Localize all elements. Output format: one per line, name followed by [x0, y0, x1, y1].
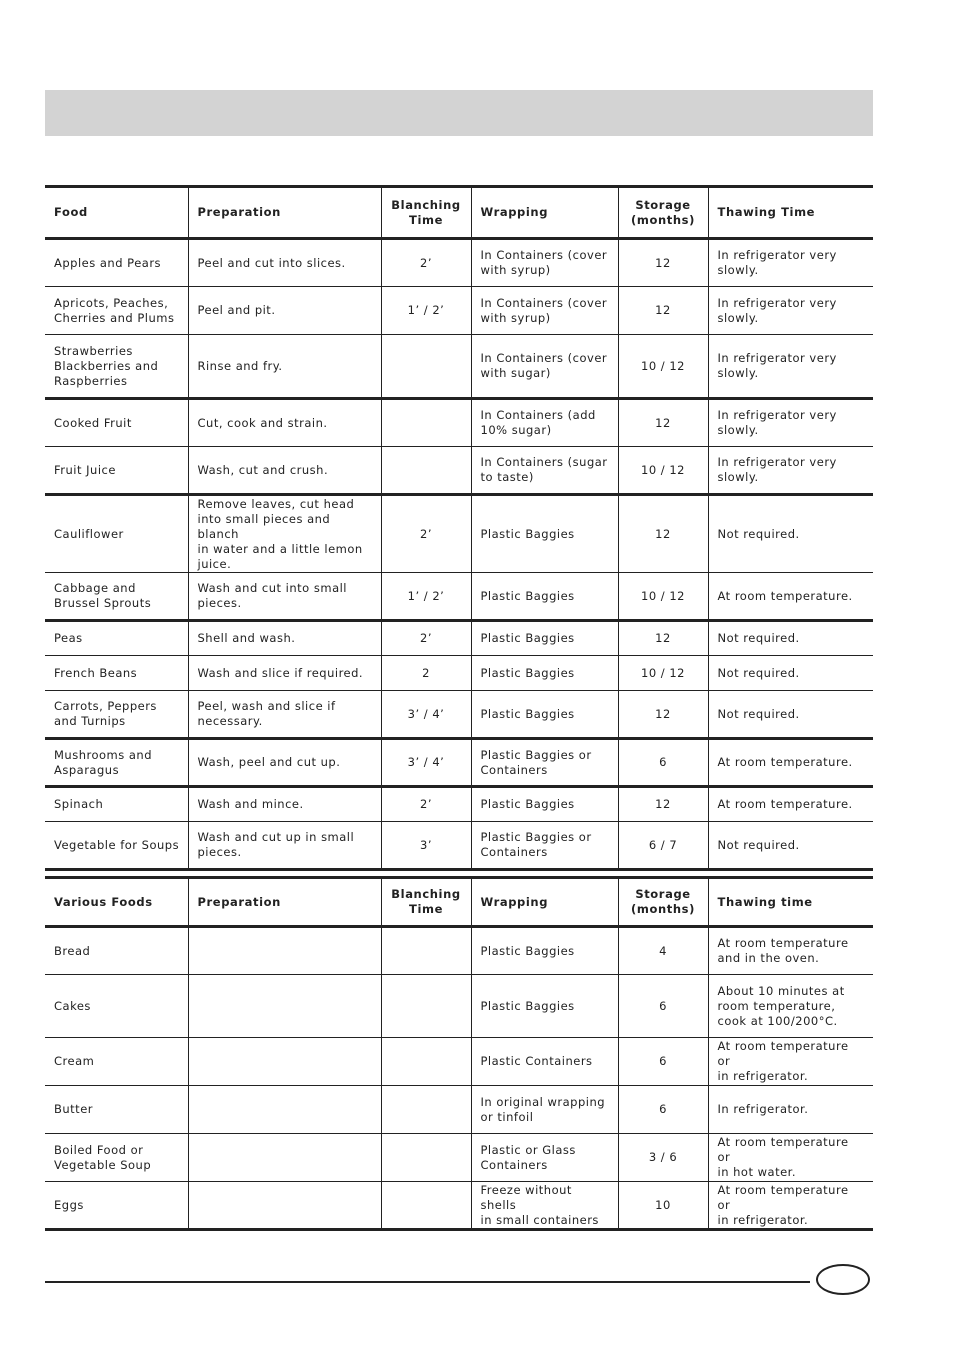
wrapping-cell-line: Plastic Baggies	[480, 998, 575, 1013]
preparation-cell-line: Cut, cook and strain.	[197, 415, 328, 430]
food-cell-line: Fruit Juice	[54, 462, 116, 477]
blanching-cell	[381, 1038, 471, 1086]
wrapping-cell-line: in small containers	[480, 1212, 599, 1227]
storage-cell	[618, 739, 708, 787]
food-cell-line: Blackberries and	[54, 358, 159, 373]
wrapping-cell	[471, 287, 618, 335]
preparation-cell	[188, 739, 381, 787]
food-cell	[45, 822, 188, 870]
thawing-cell	[708, 739, 873, 787]
table-row	[45, 287, 873, 335]
food-cell-line: Vegetable Soup	[54, 1157, 152, 1172]
blanching-cell-line: 2	[422, 665, 430, 680]
food-cell	[45, 573, 188, 621]
table-row	[45, 447, 873, 495]
food-cell-line: Butter	[54, 1102, 93, 1116]
thawing-cell	[708, 287, 873, 335]
storage-cell	[618, 691, 708, 739]
food-cell	[45, 691, 188, 739]
thawing-cell-line: and in the oven.	[717, 951, 820, 965]
storage-cell-line: 12	[655, 631, 671, 645]
preparation-cell	[188, 399, 381, 447]
preparation-cell	[188, 447, 381, 495]
food-cell-line: Vegetable for Soups	[54, 837, 180, 852]
preparation-cell-line: Wash, cut and crush.	[197, 462, 329, 477]
storage-cell	[618, 399, 708, 447]
food-cell-line: Bread	[54, 943, 91, 958]
header-thawing: Thawing time	[708, 878, 873, 927]
wrapping-cell-line: with sugar)	[480, 366, 551, 380]
wrapping-cell-line: Plastic Baggies	[480, 797, 575, 811]
storage-cell	[618, 335, 708, 399]
thawing-cell-line: At room temperature or	[717, 1039, 849, 1068]
wrapping-cell-line: In original wrapping	[480, 1094, 606, 1109]
wrapping-cell-line: Plastic Containers	[480, 1054, 593, 1068]
thawing-cell-line: At room temperature.	[717, 797, 853, 811]
food-cell	[45, 239, 188, 287]
storage-cell	[618, 1086, 708, 1134]
preparation-cell	[188, 1182, 381, 1230]
table-row	[45, 975, 873, 1038]
table-row	[45, 739, 873, 787]
storage-cell	[618, 822, 708, 870]
preparation-cell-line: into small pieces and blanch	[197, 511, 331, 541]
preparation-cell-line: Wash and mince.	[197, 797, 304, 811]
wrapping-cell	[471, 239, 618, 287]
table-header-row	[45, 187, 873, 239]
thawing-cell-line: Not required.	[717, 706, 800, 721]
preparation-cell-line: Wash, peel and cut up.	[197, 755, 341, 769]
food-cell-line: Cream	[54, 1054, 95, 1068]
wrapping-cell-line: with syrup)	[480, 310, 551, 325]
food-cell	[45, 495, 188, 573]
thawing-cell-line: In refrigerator very	[717, 295, 837, 310]
thawing-cell	[708, 927, 873, 975]
preparation-cell-line: Wash and cut up in small	[197, 830, 355, 844]
storage-cell-line: 6	[659, 1102, 667, 1116]
food-cell	[45, 621, 188, 656]
preparation-cell-line: Remove leaves, cut head	[197, 496, 355, 511]
header-blanching: Blanching Time	[381, 878, 471, 927]
wrapping-cell-line: In Containers (add	[480, 408, 596, 422]
table-row	[45, 335, 873, 399]
storage-cell-line: 10 / 12	[641, 588, 685, 603]
table-row	[45, 1182, 873, 1230]
wrapping-cell-line: or tinfoil	[480, 1109, 534, 1124]
storage-cell	[618, 975, 708, 1038]
preparation-cell-line: juice.	[197, 556, 232, 571]
storage-cell	[618, 1182, 708, 1230]
blanching-cell	[381, 399, 471, 447]
blanching-cell	[381, 691, 471, 739]
wrapping-cell	[471, 573, 618, 621]
header-storage: Storage (months)	[618, 187, 708, 239]
blanching-cell-line: 2’	[420, 255, 432, 270]
storage-cell-line: 6	[659, 1054, 667, 1068]
wrapping-cell-line: Plastic Baggies or	[480, 747, 592, 762]
food-cell-line: French Beans	[54, 665, 138, 680]
wrapping-cell-line: In Containers (cover	[480, 248, 608, 262]
wrapping-cell	[471, 656, 618, 691]
blanching-cell	[381, 573, 471, 621]
table-row	[45, 239, 873, 287]
food-cell	[45, 787, 188, 822]
footer-rule	[45, 1281, 810, 1283]
wrapping-cell	[471, 822, 618, 870]
wrapping-cell-line: Plastic Baggies	[480, 706, 575, 721]
thawing-cell-line: At room temperature	[717, 936, 849, 950]
preparation-cell	[188, 495, 381, 573]
wrapping-cell-line: Plastic Baggies	[480, 588, 575, 603]
blanching-cell	[381, 656, 471, 691]
page-number-oval	[816, 1264, 870, 1295]
preparation-cell	[188, 239, 381, 287]
storage-cell-line: 12	[655, 526, 671, 541]
food-cell-line: Cherries and Plums	[54, 310, 175, 325]
thawing-cell	[708, 1182, 873, 1230]
wrapping-cell	[471, 399, 618, 447]
thawing-cell-line: At room temperature.	[717, 755, 853, 769]
table-row	[45, 1134, 873, 1182]
wrapping-cell	[471, 1086, 618, 1134]
blanching-cell	[381, 1086, 471, 1134]
wrapping-cell-line: Plastic Baggies	[480, 526, 575, 541]
storage-cell-line: 10 / 12	[641, 665, 685, 680]
blanching-cell	[381, 975, 471, 1038]
blanching-cell-line: 3’	[420, 837, 432, 852]
thawing-cell-line: At room temperature.	[717, 588, 853, 603]
preparation-cell	[188, 1086, 381, 1134]
wrapping-cell-line: Plastic Baggies	[480, 631, 575, 645]
storage-cell	[618, 287, 708, 335]
thawing-cell	[708, 822, 873, 870]
wrapping-cell-line: Containers	[480, 845, 548, 859]
table-row	[45, 656, 873, 691]
storage-cell-line: 6	[659, 998, 667, 1013]
wrapping-cell-line: In Containers (cover	[480, 351, 608, 365]
preparation-cell	[188, 1134, 381, 1182]
preparation-cell	[188, 927, 381, 975]
blanching-cell	[381, 495, 471, 573]
preparation-cell-line: Shell and wash.	[197, 631, 296, 645]
preparation-cell-line: Peel and pit.	[197, 303, 276, 317]
wrapping-cell	[471, 447, 618, 495]
storage-cell-line: 6	[659, 755, 667, 769]
wrapping-cell-line: Containers	[480, 762, 548, 777]
thawing-cell	[708, 1134, 873, 1182]
table-row	[45, 927, 873, 975]
preparation-cell-line: necessary.	[197, 714, 263, 728]
blanching-cell	[381, 621, 471, 656]
table-row	[45, 495, 873, 573]
table-row	[45, 1086, 873, 1134]
wrapping-cell	[471, 787, 618, 822]
preparation-cell	[188, 573, 381, 621]
thawing-cell-line: in hot water.	[717, 1165, 796, 1179]
food-cell-line: Apricots, Peaches,	[54, 295, 169, 310]
thawing-cell-line: Not required.	[717, 665, 800, 680]
blanching-cell	[381, 927, 471, 975]
food-cell-line: Spinach	[54, 797, 104, 811]
food-cell-line: and Turnips	[54, 714, 126, 728]
preparation-cell	[188, 975, 381, 1038]
wrapping-cell-line: Plastic Baggies	[480, 665, 575, 680]
section-header-bar	[45, 90, 873, 136]
storage-cell	[618, 787, 708, 822]
header-preparation: Preparation	[188, 187, 381, 239]
thawing-cell-line: In refrigerator very	[717, 248, 837, 262]
food-cell	[45, 1086, 188, 1134]
thawing-cell	[708, 656, 873, 691]
thawing-cell-line: In refrigerator.	[717, 1102, 809, 1116]
wrapping-cell	[471, 1182, 618, 1230]
preparation-cell	[188, 656, 381, 691]
thawing-cell-line: Not required.	[717, 631, 800, 645]
header-wrapping: Wrapping	[471, 878, 618, 927]
thawing-cell-line: in refrigerator.	[717, 1212, 809, 1227]
preparation-cell-line: Wash and slice if required.	[197, 665, 364, 680]
storage-cell	[618, 573, 708, 621]
food-cell	[45, 1182, 188, 1230]
table-row	[45, 822, 873, 870]
food-cell	[45, 287, 188, 335]
storage-cell-line: 12	[655, 255, 671, 270]
blanching-cell	[381, 287, 471, 335]
blanching-cell	[381, 1134, 471, 1182]
blanching-cell	[381, 822, 471, 870]
storage-cell-line: 12	[655, 706, 671, 721]
food-cell-line: Peas	[54, 631, 83, 645]
table-row	[45, 691, 873, 739]
thawing-cell-line: cook at 100/200°C.	[717, 1013, 838, 1028]
table-row	[45, 621, 873, 656]
storage-cell	[618, 239, 708, 287]
blanching-cell-line: 1’ / 2’	[407, 303, 445, 317]
food-cell	[45, 927, 188, 975]
storage-cell-line: 4	[659, 943, 667, 958]
thawing-cell	[708, 691, 873, 739]
wrapping-cell-line: Plastic Baggies or	[480, 830, 592, 844]
thawing-cell-line: In refrigerator very	[717, 408, 837, 422]
storage-cell-line: 6 / 7	[648, 837, 678, 852]
header-storage: Storage (months)	[618, 878, 708, 927]
blanching-cell-line: 3’ / 4’	[407, 706, 445, 721]
storage-cell-line: 10 / 12	[641, 358, 685, 373]
preparation-cell-line: Wash and cut into small	[197, 581, 347, 595]
storage-cell	[618, 495, 708, 573]
food-cell-line: Eggs	[54, 1197, 84, 1212]
table-header-row	[45, 878, 873, 927]
wrapping-cell-line: Freeze without shells	[480, 1182, 572, 1212]
blanching-cell-line: 3’ / 4’	[407, 755, 445, 769]
thawing-cell-line: Not required.	[717, 837, 800, 852]
wrapping-cell-line: Plastic Baggies	[480, 943, 575, 958]
header-food: Food	[45, 187, 188, 239]
preparation-cell	[188, 1038, 381, 1086]
preparation-cell-line: pieces.	[197, 845, 242, 859]
food-cell-line: Mushrooms and	[54, 747, 153, 762]
table-row	[45, 787, 873, 822]
storage-cell	[618, 656, 708, 691]
storage-cell	[618, 621, 708, 656]
food-cell	[45, 1134, 188, 1182]
wrapping-cell-line: to taste)	[480, 470, 534, 484]
food-cell	[45, 739, 188, 787]
wrapping-cell	[471, 495, 618, 573]
preparation-cell-line: Peel, wash and slice if	[197, 699, 336, 713]
preparation-cell-line: Rinse and fry.	[197, 358, 283, 373]
wrapping-cell	[471, 975, 618, 1038]
food-cell-line: Apples and Pears	[54, 255, 162, 270]
food-cell-line: Cakes	[54, 998, 91, 1013]
various-foods-table	[45, 876, 873, 1231]
food-cell-line: Cauliflower	[54, 526, 124, 541]
thawing-cell-line: slowly.	[717, 470, 759, 484]
food-cell	[45, 1038, 188, 1086]
thawing-cell	[708, 975, 873, 1038]
food-cell-line: Asparagus	[54, 762, 120, 777]
wrapping-cell-line: with syrup)	[480, 263, 551, 277]
wrapping-cell	[471, 927, 618, 975]
blanching-cell	[381, 739, 471, 787]
thawing-cell	[708, 447, 873, 495]
blanching-cell-line: 2’	[420, 631, 432, 645]
thawing-cell-line: About 10 minutes at	[717, 983, 845, 998]
blanching-cell	[381, 335, 471, 399]
wrapping-cell-line: In Containers (sugar	[480, 455, 608, 469]
preparation-cell-line: in water and a little lemon	[197, 541, 363, 556]
storage-cell-line: 3 / 6	[648, 1150, 678, 1164]
thawing-cell-line: in refrigerator.	[717, 1069, 809, 1083]
preparation-cell	[188, 335, 381, 399]
header-preparation: Preparation	[188, 878, 381, 927]
thawing-cell-line: Not required.	[717, 526, 800, 541]
blanching-cell	[381, 239, 471, 287]
wrapping-cell	[471, 621, 618, 656]
preparation-cell	[188, 287, 381, 335]
thawing-cell	[708, 239, 873, 287]
thawing-cell	[708, 787, 873, 822]
food-cell	[45, 975, 188, 1038]
blanching-cell-line: 2’	[420, 797, 432, 811]
thawing-cell-line: slowly.	[717, 310, 759, 325]
food-cell	[45, 335, 188, 399]
storage-cell-line: 12	[655, 797, 671, 811]
food-cell-line: Strawberries	[54, 343, 133, 358]
thawing-cell	[708, 573, 873, 621]
blanching-cell	[381, 787, 471, 822]
thawing-cell-line: slowly.	[717, 366, 759, 380]
thawing-cell	[708, 621, 873, 656]
food-cell-line: Cabbage and	[54, 581, 136, 595]
food-cell-line: Brussel Sprouts	[54, 596, 152, 610]
wrapping-cell-line: In Containers (cover	[480, 295, 608, 310]
header-thawing: Thawing Time	[708, 187, 873, 239]
thawing-cell	[708, 399, 873, 447]
header-wrapping: Wrapping	[471, 187, 618, 239]
preparation-cell	[188, 621, 381, 656]
wrapping-cell-line: Containers	[480, 1157, 548, 1172]
storage-cell	[618, 1038, 708, 1086]
thawing-cell-line: slowly.	[717, 263, 759, 277]
table-row	[45, 573, 873, 621]
thawing-cell-line: In refrigerator very	[717, 351, 837, 365]
wrapping-cell	[471, 691, 618, 739]
food-cell	[45, 656, 188, 691]
food-cell-line: Cooked Fruit	[54, 415, 132, 430]
thawing-cell-line: At room temperature or	[717, 1182, 849, 1212]
food-cell	[45, 447, 188, 495]
thawing-cell	[708, 1086, 873, 1134]
wrapping-cell-line: 10% sugar)	[480, 423, 552, 437]
storage-cell-line: 12	[655, 303, 671, 317]
storage-cell	[618, 1134, 708, 1182]
storage-cell	[618, 927, 708, 975]
thawing-cell	[708, 335, 873, 399]
wrapping-cell	[471, 1134, 618, 1182]
blanching-cell	[381, 447, 471, 495]
thawing-cell	[708, 1038, 873, 1086]
thawing-cell	[708, 495, 873, 573]
wrapping-cell-line: Plastic or Glass	[480, 1142, 576, 1157]
preparation-cell	[188, 787, 381, 822]
freezing-table	[45, 185, 873, 871]
food-cell-line: Boiled Food or	[54, 1142, 144, 1157]
thawing-cell-line: room temperature,	[717, 998, 836, 1013]
storage-cell	[618, 447, 708, 495]
preparation-cell	[188, 822, 381, 870]
header-various-foods: Various Foods	[45, 878, 188, 927]
storage-cell-line: 10	[655, 1197, 671, 1212]
wrapping-cell	[471, 739, 618, 787]
table-row	[45, 399, 873, 447]
thawing-cell-line: At room temperature or	[717, 1135, 849, 1164]
food-cell-line: Carrots, Peppers	[54, 699, 157, 713]
wrapping-cell	[471, 1038, 618, 1086]
preparation-cell	[188, 691, 381, 739]
food-cell-line: Raspberries	[54, 373, 128, 388]
storage-cell-line: 12	[655, 415, 671, 430]
storage-cell-line: 10 / 12	[641, 462, 685, 477]
preparation-cell-line: pieces.	[197, 596, 242, 610]
food-cell	[45, 399, 188, 447]
wrapping-cell	[471, 335, 618, 399]
blanching-cell	[381, 1182, 471, 1230]
header-blanching: Blanching Time	[381, 187, 471, 239]
table-row	[45, 1038, 873, 1086]
thawing-cell-line: In refrigerator very	[717, 455, 837, 469]
thawing-cell-line: slowly.	[717, 423, 759, 437]
blanching-cell-line: 2’	[420, 526, 432, 541]
blanching-cell-line: 1’ / 2’	[407, 588, 445, 603]
preparation-cell-line: Peel and cut into slices.	[197, 255, 346, 270]
